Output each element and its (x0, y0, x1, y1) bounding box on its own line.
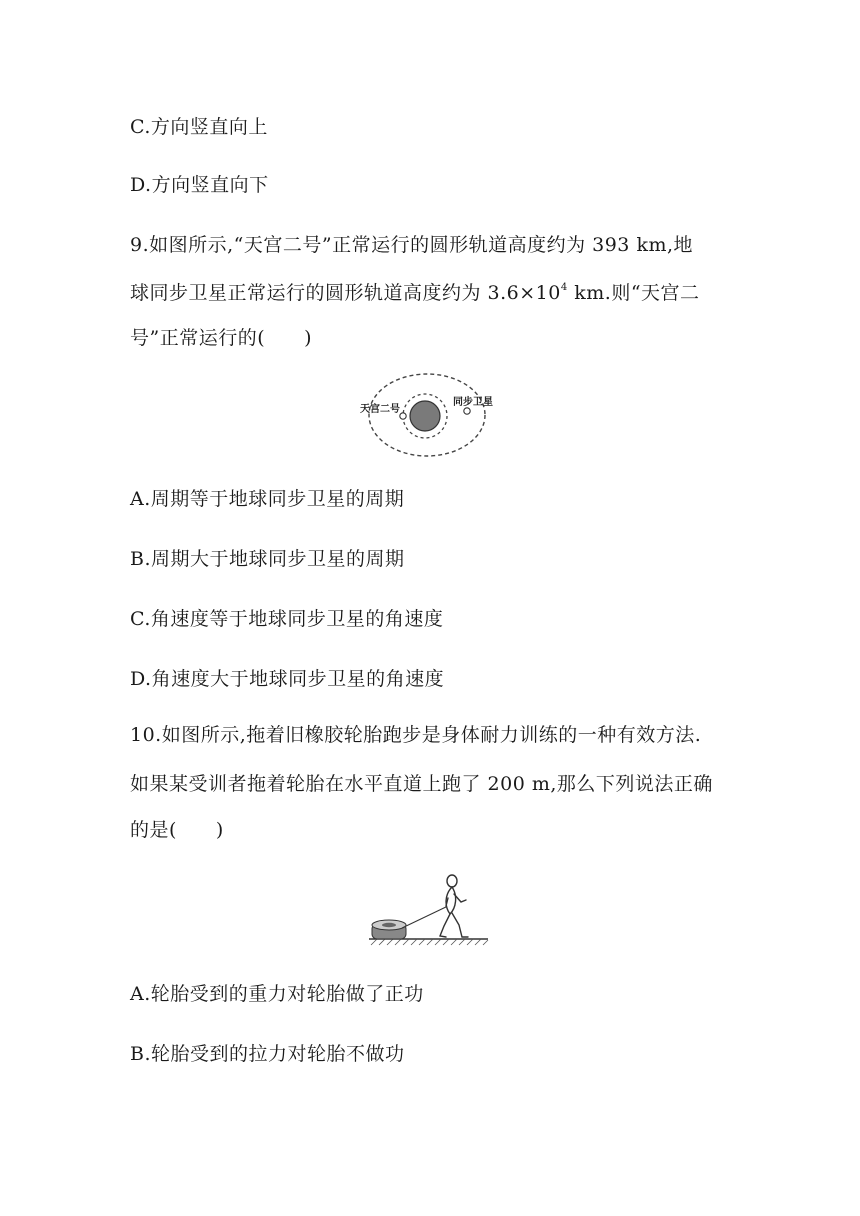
q9-stem-line1: 9.如图所示,“天宫二号”正常运行的圆形轨道高度约为 393 km,地 (130, 234, 694, 256)
q8-option-c: C.方向竖直向上 (130, 116, 268, 138)
q8-option-d: D.方向竖直向下 (130, 174, 269, 196)
q10-stem-line3: 的是( ) (130, 819, 224, 841)
tiangong-satellite-icon (400, 413, 406, 419)
ground-hatch (371, 939, 488, 945)
q9-stem-line2: 球同步卫星正常运行的圆形轨道高度约为 $3.6\times 10^4$ km.则“天宫二 (130, 282, 700, 304)
q10-option-b: B.轮胎受到的拉力对轮胎不做功 (130, 1043, 405, 1065)
rope (402, 906, 448, 928)
orbit-diagram-icon (355, 370, 505, 462)
q10-stem-line1: 10.如图所示,拖着旧橡胶轮胎跑步是身体耐力训练的一种有效方法. (130, 724, 702, 746)
q10-stem-line2: 如果某受训者拖着轮胎在水平直道上跑了 200 m,那么下列说法正确 (130, 773, 713, 795)
q9-stem-line3: 号”正常运行的( ) (130, 327, 313, 349)
q9-option-b: B.周期大于地球同步卫星的周期 (130, 548, 405, 570)
q9-option-a: A.周期等于地球同步卫星的周期 (130, 488, 405, 510)
earth-icon (410, 401, 440, 431)
superscript-exponent: 4 (560, 282, 568, 293)
sync-satellite-icon (464, 408, 470, 414)
q9-option-d: D.角速度大于地球同步卫星的角速度 (130, 668, 445, 690)
runner-pulling-tire-icon (366, 870, 490, 948)
sync-satellite-label: 同步卫星 (453, 397, 493, 408)
q10-option-a: A.轮胎受到的重力对轮胎做了正功 (130, 983, 424, 1005)
q9-option-c: C.角速度等于地球同步卫星的角速度 (130, 608, 444, 630)
runner-icon (440, 875, 468, 937)
tiangong-label: 天宫二号 (360, 404, 400, 415)
